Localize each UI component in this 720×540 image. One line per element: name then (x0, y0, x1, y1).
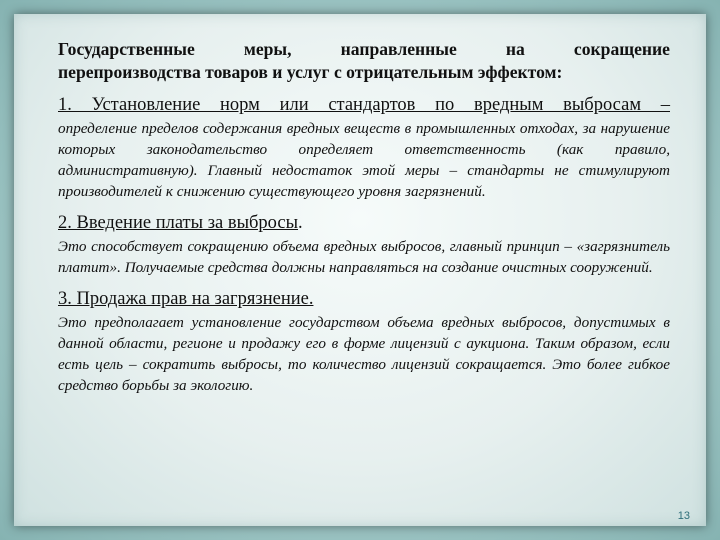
page-number: 13 (677, 510, 690, 522)
item-1-title-text: 1. Установление норм или стандартов по вредным выбросам – (58, 95, 670, 115)
item-3-description: Это предполагает установление государством объема вредных выбросов, допустимых в данной области, регионе и продажу его в форме лицензий с аукциона. Таким образом, если есть цель – сократить выбросы, то количество лицензий сокращается. Это более гибкое средство борьбы за экологию. (58, 314, 670, 394)
item-1-title (58, 94, 670, 116)
item-2-title-text: 2. Введение платы за выбросы (58, 213, 299, 233)
item-2-title-suffix: . (298, 213, 303, 233)
item-3-title-text: 3. Продажа прав на загрязнение. (58, 289, 314, 309)
item-2-description: Это способствует сокращению объема вредных выбросов, главный принцип – «загрязнитель платит». Получаемые средства должны направляться на создание очистных сооружений. (58, 238, 670, 276)
heading-line-1: Государственные меры, направленные на сокращение (58, 39, 670, 59)
item-3-title (58, 288, 670, 310)
item-2-title (58, 212, 670, 234)
heading-line-2: перепроизводства товаров и услуг с отрицательным эффектом: (58, 62, 563, 82)
item-1-description: определение пределов содержания вредных веществ в промышленных отходах, за нарушение которых законодательство определяет ответственность (как правило, административную). Главный недостаток этой меры – стандарты не стимулируют производителей к снижению существующего уровня загрязнений. (58, 120, 670, 200)
slide-content (58, 38, 670, 396)
